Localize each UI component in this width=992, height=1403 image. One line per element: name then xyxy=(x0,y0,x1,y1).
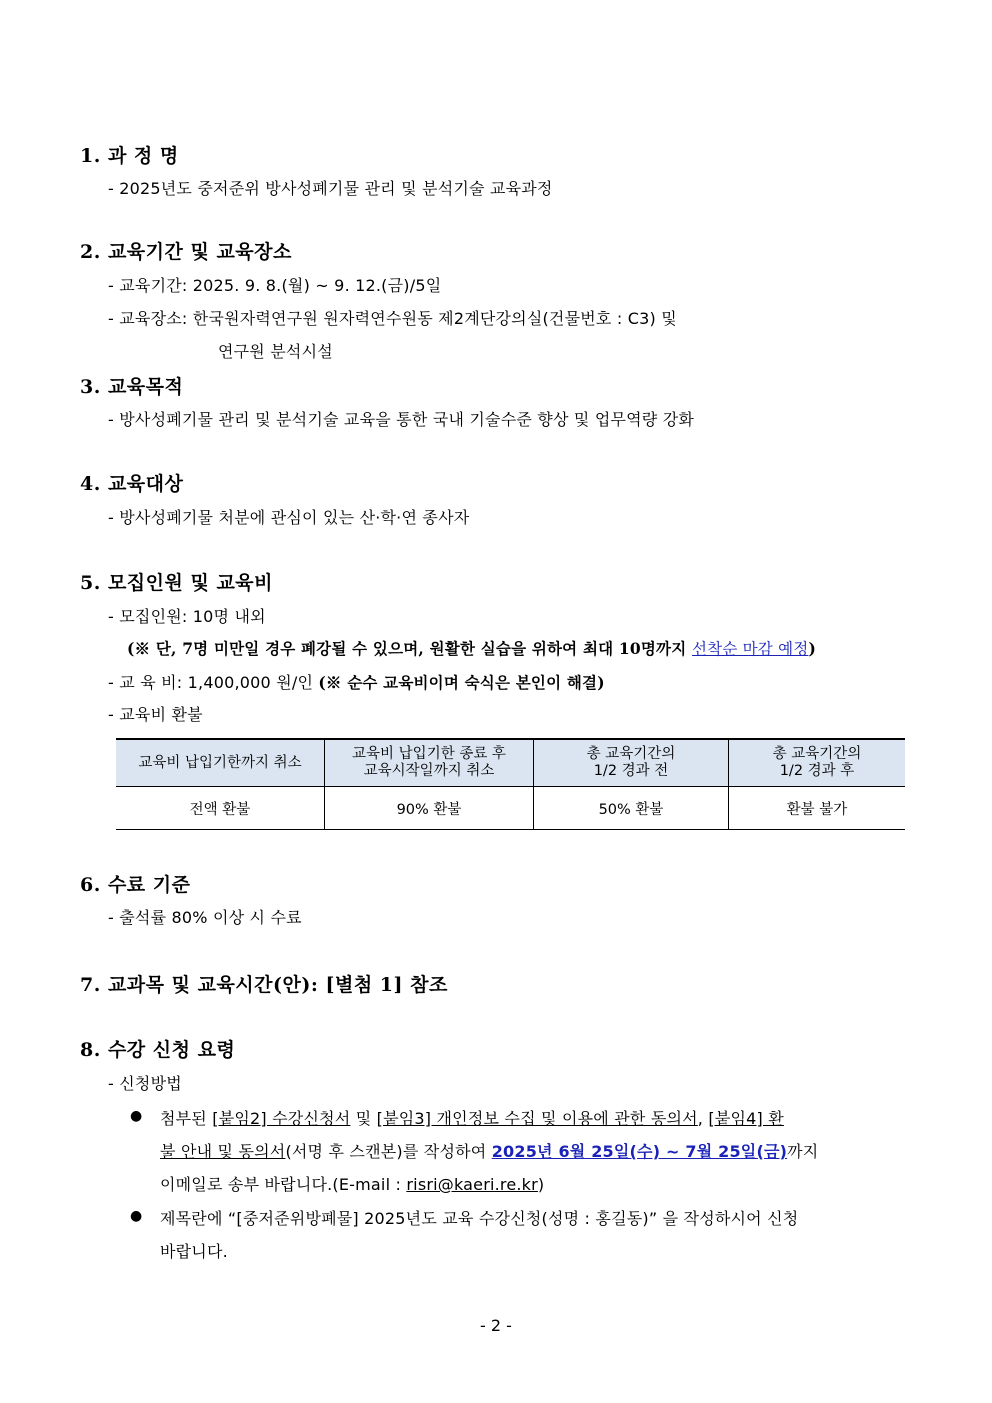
refund-header-text: 교육비 납입기한 종료 후 교육시작일까지 취소 xyxy=(352,746,506,779)
recruit-note-text: (※ 단, 7명 미만일 경우 폐강될 수 있으며, 원활한 실습을 위하여 최대 10명까지 xyxy=(127,639,692,658)
refund-table xyxy=(116,738,905,830)
refund-cell: 환불 불가 xyxy=(729,787,906,830)
text: , xyxy=(697,1109,709,1128)
text: 까지 xyxy=(787,1142,819,1161)
text: (서명 후 스캔본)를 작성하여 xyxy=(285,1142,492,1161)
apply-method: - 신청방법 xyxy=(108,1074,182,1093)
refund-header-text: 총 교육기간의 1/2 경과 전 xyxy=(586,746,676,779)
refund-cell: 전액 환불 xyxy=(116,787,325,830)
bullet-dot-icon: ● xyxy=(130,1208,143,1224)
section-3-title: 3. 교육목적 xyxy=(80,376,184,398)
bullet-dot-icon: ● xyxy=(130,1108,143,1124)
education-target: - 방사성폐기물 처분에 관심이 있는 산·학·연 종사자 xyxy=(108,508,470,527)
completion-criteria: - 출석률 80% 이상 시 수료 xyxy=(108,908,302,927)
refund-header-cell xyxy=(325,739,534,787)
refund-cell: 50% 환불 xyxy=(534,787,729,830)
text: ) xyxy=(537,1175,545,1194)
education-purpose: - 방사성폐기물 관리 및 분석기술 교육을 통한 국내 기술수준 향상 및 업무역량 강화 xyxy=(108,410,695,429)
section-4-title: 4. 교육대상 xyxy=(80,473,184,495)
apply-deadline: 2025년 6월 25일(수) ~ 7월 25일(금) xyxy=(491,1142,788,1161)
refund-header-cell xyxy=(729,739,906,787)
section-2-title: 2. 교육기간 및 교육장소 xyxy=(80,241,292,263)
refund-cell: 90% 환불 xyxy=(325,787,534,830)
section-8-title: 8. 수강 신청 요령 xyxy=(80,1039,236,1061)
education-place-line2: 연구원 분석시설 xyxy=(218,342,333,361)
fee-note: (※ 순수 교육비이며 숙식은 본인이 해결) xyxy=(318,673,605,692)
section-6-title: 6. 수료 기준 xyxy=(80,874,191,896)
refund-table-header-row xyxy=(116,739,905,787)
attachment-3-link[interactable]: [붙임3] 개인정보 수집 및 이용에 관한 동의서 xyxy=(376,1109,698,1128)
first-come-link[interactable]: 선착순 마감 예정 xyxy=(691,640,809,658)
attachment-2-link[interactable]: [붙임2] 수강신청서 xyxy=(212,1109,351,1128)
text: 이메일로 송부 바랍니다.(E-mail : xyxy=(160,1175,407,1194)
refund-header-text: 교육비 납입기한까지 취소 xyxy=(138,754,302,771)
refund-header-cell xyxy=(534,739,729,787)
fee-line xyxy=(108,670,605,693)
education-place-line1: - 교육장소: 한국원자력연구원 원자력연수원동 제2계단강의실(건물번호 : C3) 및 xyxy=(108,309,677,328)
apply-bullet-1-line1 xyxy=(160,1106,784,1129)
course-name: - 2025년도 중저준위 방사성폐기물 관리 및 분석기술 교육과정 xyxy=(108,179,553,198)
recruit-note xyxy=(127,637,816,659)
education-period: - 교육기간: 2025. 9. 8.(월) ~ 9. 12.(금)/5일 xyxy=(108,276,442,295)
text: 첨부된 xyxy=(160,1109,213,1128)
apply-bullet-1-line3 xyxy=(160,1172,544,1195)
text: 및 xyxy=(350,1109,377,1128)
email-link[interactable]: risri@kaeri.re.kr xyxy=(406,1175,538,1194)
attachment-4-link[interactable]: [붙임4] 환 xyxy=(708,1109,784,1128)
recruit-note-close: ) xyxy=(808,639,816,658)
refund-table-row xyxy=(116,787,905,830)
attachment-4-link-cont[interactable]: 불 안내 및 동의서 xyxy=(160,1142,286,1161)
refund-header-cell xyxy=(116,739,325,787)
apply-bullet-2-line2: 바랍니다. xyxy=(160,1242,228,1261)
section-1-title: 1. 과 정 명 xyxy=(80,145,179,167)
refund-label: - 교육비 환불 xyxy=(108,705,203,724)
apply-bullet-1-line2 xyxy=(160,1139,818,1162)
section-5-title: 5. 모집인원 및 교육비 xyxy=(80,572,274,594)
recruit-count: - 모집인원: 10명 내외 xyxy=(108,607,266,626)
apply-bullet-2-line1: 제목란에 “[중저준위방폐물] 2025년도 교육 수강신청(성명 : 홍길동)” 을 작성하시어 신청 xyxy=(160,1209,799,1228)
fee-amount: - 교 육 비: 1,400,000 원/인 xyxy=(108,673,319,692)
refund-header-text: 총 교육기간의 1/2 경과 후 xyxy=(772,746,862,779)
section-7-title: 7. 교과목 및 교육시간(안): [별첨 1] 참조 xyxy=(80,974,448,996)
page-number: - 2 - xyxy=(480,1316,512,1335)
